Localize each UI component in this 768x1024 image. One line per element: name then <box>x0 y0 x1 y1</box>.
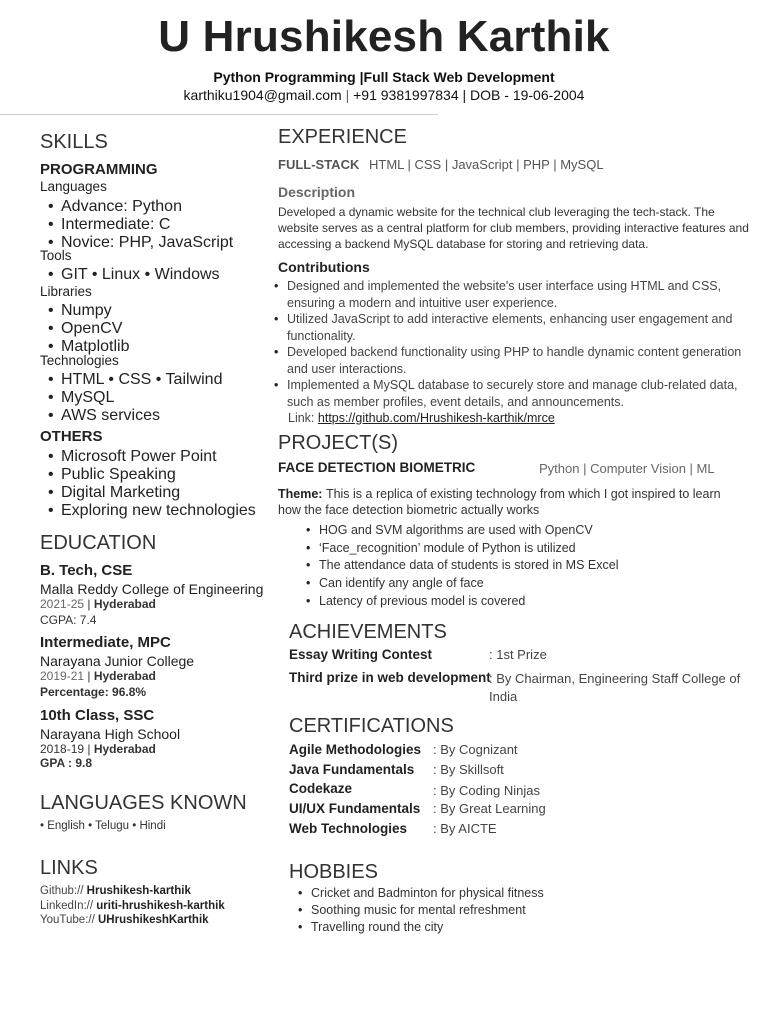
description-text: Developed a dynamic website for the technical club leveraging the tech-stack. The website serves as a central platform for club members, providing interactive features and accessing a backend MySQL database for storing and retrieving data. <box>278 205 749 251</box>
tech-stack: HTML | CSS | JavaScript | PHP | MySQL <box>368 157 604 172</box>
project-theme: Theme: This is a replica of existing technology from which I got inspired to learn how the face detection biometric actually works <box>278 487 721 517</box>
links-list <box>40 884 225 928</box>
github-link[interactable]: Github:// Hrushikesh-karthik <box>40 885 191 897</box>
list-item: • Designed and implemented the website's user interface using HTML and CSS, ensuring a modern and intuitive user experience. <box>287 278 759 311</box>
languages-known-heading: LANGUAGES KNOWN <box>40 792 247 814</box>
languages-known-list: • English • Telugu • Hindi <box>40 820 166 832</box>
experience-heading: EXPERIENCE <box>278 126 407 148</box>
project-stack: Python | Computer Vision | ML <box>539 461 715 476</box>
project-link-line: Link: https://github.com/Hrushikesh-karthik/mrce <box>288 411 555 425</box>
programming-heading: PROGRAMMING <box>40 161 158 178</box>
list-item: • Implemented a MySQL database to securely store and manage club-related data, such as member profiles, event details, and announcements. <box>287 377 759 410</box>
school-name: Malla Reddy College of Engineering <box>40 581 264 597</box>
list-item: • Numpy <box>61 302 129 320</box>
projects-heading: PROJECT(S) <box>278 432 398 454</box>
skills-heading: SKILLS <box>40 131 108 153</box>
list-item: • Cricket and Badminton for physical fitness <box>311 885 544 902</box>
certification-item: Agile Methodologies : By Cognizant <box>289 742 518 757</box>
hobbies-list <box>311 885 544 936</box>
certifications-heading: CERTIFICATIONS <box>289 715 454 737</box>
links-heading: LINKS <box>40 857 98 879</box>
separator: | <box>345 87 350 103</box>
certification-item: Web Technologies : By AICTE <box>289 821 497 836</box>
project-title: FACE DETECTION BIOMETRIC <box>278 460 476 475</box>
certification-item: Codekaze : By Coding Ninjas <box>289 781 540 798</box>
date-of-birth: DOB - 19-06-2004 <box>470 87 585 103</box>
list-item: • ‘Face_recognition’ module of Python is utilized <box>319 540 618 558</box>
list-item: • Developed backend functionality using PHP to handle dynamic content generation and user interactions. <box>287 344 759 377</box>
list-item: • Latency of previous model is covered <box>319 593 618 611</box>
phone-number: +91 9381997834 <box>353 87 459 103</box>
score: CGPA: 7.4 <box>40 613 97 627</box>
list-item: • Novice: PHP, JavaScript <box>61 234 233 252</box>
tools-label: Tools <box>40 248 72 263</box>
certification-item: Java Fundamentals : By Skillsoft <box>289 762 504 777</box>
others-list <box>61 448 256 520</box>
achievement-item: Third prize in web development : By Chairman, Engineering Staff College of India <box>289 670 741 704</box>
languages-label: Languages <box>40 179 107 194</box>
school-name: Narayana Junior College <box>40 653 195 669</box>
list-item: • AWS services <box>61 407 222 425</box>
list-item: • Digital Marketing <box>61 484 256 502</box>
score: Percentage: 96.8% <box>40 685 147 699</box>
hobbies-heading: HOBBIES <box>289 861 378 883</box>
project-points-list <box>319 522 618 611</box>
year-place: 2018-19 | Hyderabad <box>40 742 156 756</box>
list-item: • GIT • Linux • Windows <box>61 266 220 284</box>
list-item: • Travelling round the city <box>311 919 544 936</box>
tagline: Python Programming |Full Stack Web Development <box>213 69 555 85</box>
year-place: 2019-21 | Hyderabad <box>40 669 156 683</box>
candidate-name: U Hrushikesh Karthik <box>158 12 610 61</box>
education-heading: EDUCATION <box>40 532 157 554</box>
contributions-label: Contributions <box>278 259 370 275</box>
list-item: • Utilized JavaScript to add interactive elements, enhancing user engagement and functionality. <box>287 311 759 344</box>
year-place: 2021-25 | Hyderabad <box>40 597 156 611</box>
languages-list <box>61 198 233 252</box>
list-item: • Intermediate: C <box>61 216 233 234</box>
score: GPA : 9.8 <box>40 756 93 770</box>
list-item: • OpenCV <box>61 320 129 338</box>
tools-list <box>61 266 220 284</box>
experience-role-line <box>278 157 758 172</box>
list-item: • Matplotlib <box>61 338 129 356</box>
youtube-link[interactable]: YouTube:// UHrushikeshKarthik <box>40 914 209 926</box>
list-item: • The attendance data of students is stored in MS Excel <box>319 557 618 575</box>
degree: B. Tech, CSE <box>40 562 133 579</box>
technologies-list <box>61 371 222 425</box>
linkedin-link[interactable]: LinkedIn:// uriti-hrushikesh-karthik <box>40 899 225 912</box>
degree: 10th Class, SSC <box>40 707 155 724</box>
contributions-list <box>287 278 759 410</box>
certification-item: UI/UX Fundamentals : By Great Learning <box>289 801 546 816</box>
libraries-list <box>61 302 129 356</box>
contact-line <box>0 87 768 103</box>
list-item: • HOG and SVM algorithms are used with OpenCV <box>319 522 618 540</box>
list-item: • Advance: Python <box>61 198 233 216</box>
list-item: • HTML • CSS • Tailwind <box>61 371 222 389</box>
education-entry <box>40 634 275 699</box>
others-heading: OTHERS <box>40 428 103 445</box>
list-item: • Can identify any angle of face <box>319 575 618 593</box>
degree: Intermediate, MPC <box>40 634 171 651</box>
description-label: Description <box>278 184 356 200</box>
separator: | <box>462 87 467 103</box>
achievements-heading: ACHIEVEMENTS <box>289 621 447 643</box>
email-link[interactable]: karthiku1904@gmail.com <box>183 87 342 103</box>
list-item: • Public Speaking <box>61 466 256 484</box>
list-item: • Soothing music for mental refreshment <box>311 902 544 919</box>
achievement-item: Essay Writing Contest : 1st Prize <box>289 647 547 662</box>
technologies-label: Technologies <box>40 353 119 368</box>
list-item: • Microsoft Power Point <box>61 448 256 466</box>
list-item: • MySQL <box>61 389 222 407</box>
school-name: Narayana High School <box>40 726 181 742</box>
role: FULL-STACK <box>278 157 360 172</box>
education-entry <box>40 562 275 627</box>
github-repo-link[interactable]: https://github.com/Hrushikesh-karthik/mrce <box>317 411 555 425</box>
list-item: • Exploring new technologies <box>61 502 256 520</box>
libraries-label: Libraries <box>40 284 92 299</box>
header-divider <box>0 114 438 115</box>
education-entry <box>40 707 275 770</box>
